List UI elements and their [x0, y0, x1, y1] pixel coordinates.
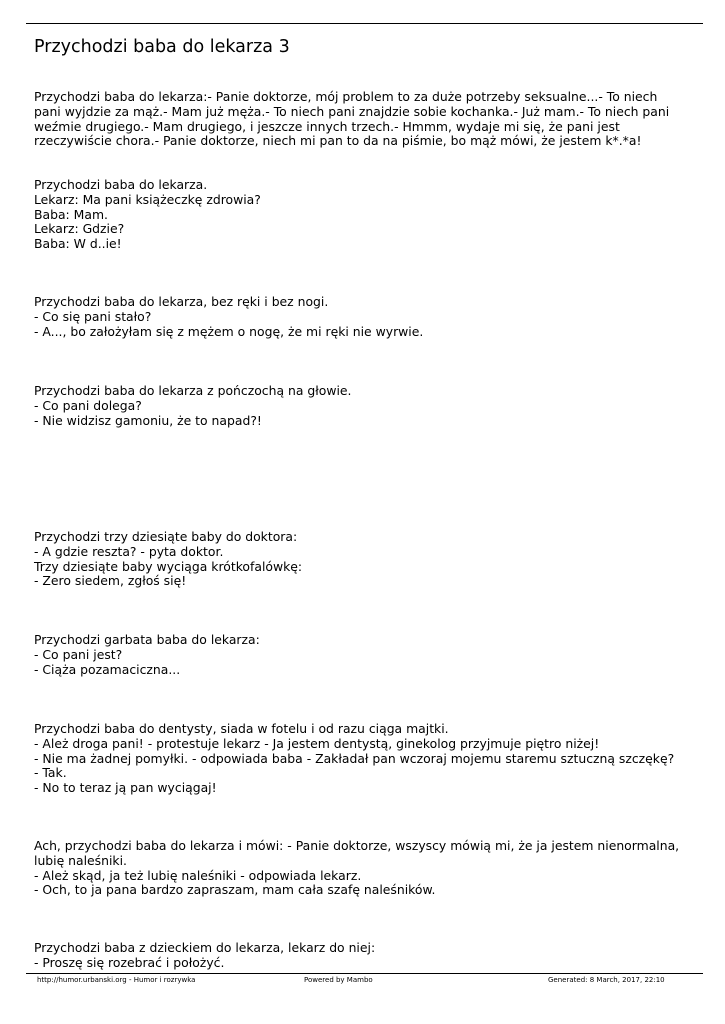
- joke-line: - Ależ droga pani! - protestuje lekarz - Ja jestem dentystą, ginekolog przyjmuje piętro niżej!: [34, 735, 600, 751]
- joke-line: Przychodzi baba do lekarza:- Panie doktorze, mój problem to za duże potrzeby seksualne...- To niech: [34, 89, 658, 104]
- joke-line: - Tak.: [34, 765, 67, 781]
- joke-5: [34, 530, 302, 589]
- joke-line: lubię naleśniki.: [34, 852, 127, 868]
- joke-line: Przychodzi baba do lekarza.: [34, 177, 208, 192]
- joke-line: - Co pani dolega?: [34, 397, 142, 413]
- joke-line: - Ależ skąd, ja też lubię naleśniki - odpowiada lekarz.: [34, 867, 362, 883]
- joke-line: - Nie widzisz gamoniu, że to napad?!: [34, 412, 262, 428]
- joke-8: [34, 839, 679, 898]
- joke-9: [34, 941, 375, 971]
- joke-line: Przychodzi trzy dziesiąte baby do doktora:: [34, 529, 298, 544]
- footer-site-link: http://humor.urbanski.org - Humor i rozrywka: [37, 976, 196, 984]
- joke-4: [34, 384, 352, 428]
- joke-7: [34, 722, 674, 796]
- joke-line: - Co pani jest?: [34, 646, 123, 662]
- footer-rule: [26, 973, 703, 974]
- joke-3: [34, 295, 423, 339]
- joke-line: Przychodzi baba do lekarza z pończochą na głowie.: [34, 383, 352, 398]
- joke-line: pani wyjdzie za mąż.- Mam już męża.- To niech pani znajdzie sobie kochanka.- Już mam.- To niech pani: [34, 103, 670, 119]
- joke-line: - No to teraz ją pan wyciągaj!: [34, 780, 217, 796]
- joke-line: Ach, przychodzi baba do lekarza i mówi: - Panie doktorze, wszyscy mówią mi, że ja jestem nienormalna,: [34, 838, 680, 853]
- joke-line: Przychodzi garbata baba do lekarza:: [34, 632, 260, 647]
- joke-line: - Zero siedem, zgłoś się!: [34, 573, 187, 589]
- joke-line: - Nie ma żadnej pomyłki. - odpowiada baba - Zakładał pan wczoraj mojemu staremu sztuczną szczękę?: [34, 750, 675, 766]
- footer-generated-date: Generated: 8 March, 2017, 22:10: [548, 976, 665, 984]
- joke-line: - Co się pani stało?: [34, 308, 152, 324]
- joke-line: Baba: W d..ie!: [34, 236, 122, 252]
- joke-line: Baba: Mam.: [34, 206, 108, 222]
- joke-1: [34, 90, 669, 149]
- joke-line: Lekarz: Ma pani książeczkę zdrowia?: [34, 191, 261, 207]
- joke-line: - A..., bo założyłam się z mężem o nogę, że mi ręki nie wyrwie.: [34, 323, 424, 339]
- joke-line: - Ciąża pozamaciczna...: [34, 661, 181, 677]
- joke-line: Przychodzi baba do dentysty, siada w fotelu i od razu ciąga majtki.: [34, 721, 449, 736]
- joke-line: Przychodzi baba z dzieckiem do lekarza, lekarz do niej:: [34, 940, 376, 955]
- joke-line: - Och, to ja pana bardzo zapraszam, mam cała szafę naleśników.: [34, 882, 436, 898]
- joke-line: - A gdzie reszta? - pyta doktor.: [34, 543, 224, 559]
- joke-line: Lekarz: Gdzie?: [34, 221, 125, 237]
- page-title: Przychodzi baba do lekarza 3: [34, 37, 290, 57]
- footer-powered-by: Powered by Mambo: [304, 976, 373, 984]
- joke-2: [34, 178, 261, 252]
- joke-line: Przychodzi baba do lekarza, bez ręki i bez nogi.: [34, 294, 329, 309]
- joke-line: rzeczywiście chora.- Panie doktorze, niech mi pan to da na piśmie, bo mąż mówi, że jestem k*.*a!: [34, 133, 642, 149]
- joke-line: Trzy dziesiąte baby wyciąga krótkofalówkę:: [34, 558, 303, 574]
- joke-line: weźmie drugiego.- Mam drugiego, i jeszcze innych trzech.- Hmmm, wydaje mi się, że pani jest: [34, 118, 620, 134]
- joke-6: [34, 633, 260, 677]
- joke-line: - Proszę się rozebrać i położyć.: [34, 954, 225, 970]
- top-rule: [26, 23, 703, 24]
